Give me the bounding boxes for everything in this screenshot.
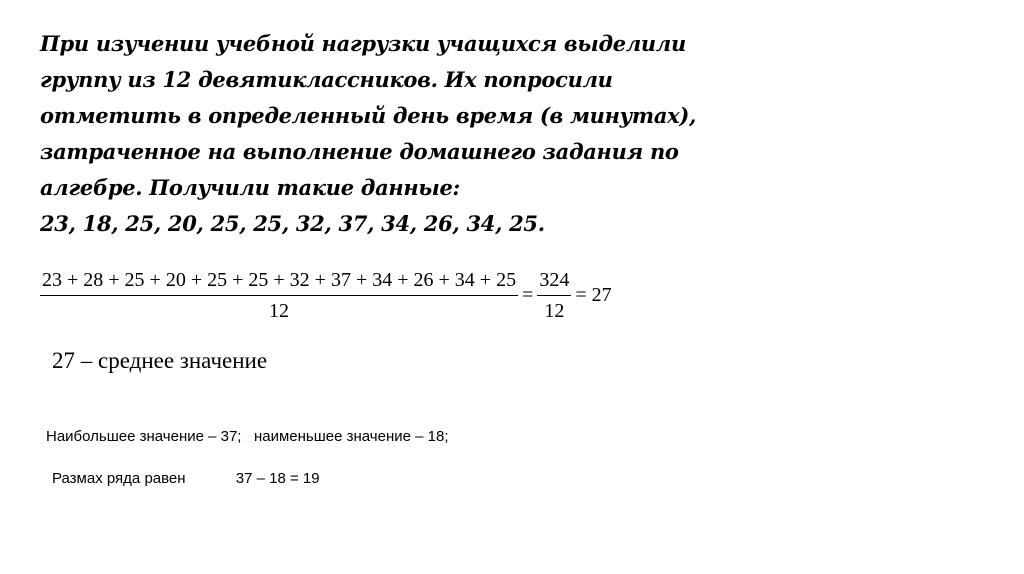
range-calculation: 37 – 18 = 19	[235, 470, 320, 487]
problem-line-3: отметить в определенный день время (в минутах),	[40, 103, 697, 128]
range-label: Размах ряда равен	[52, 470, 186, 487]
mean-formula	[40, 268, 616, 323]
problem-line-4: затраченное на выполнение домашнего задания по	[40, 139, 679, 164]
sum-numerator: 23 + 28 + 25 + 20 + 25 + 25 + 32 + 37 + 34 + 26 + 34 + 25	[40, 268, 518, 296]
equals-sign: =	[522, 284, 534, 306]
total-fraction	[537, 268, 571, 323]
range-text	[52, 470, 320, 487]
total-numerator: 324	[537, 268, 571, 296]
max-min-text: Наибольшее значение – 37; наименьшее значение – 18;	[46, 428, 449, 445]
total-denominator: 12	[544, 300, 565, 322]
problem-statement	[40, 26, 697, 242]
mean-value-text: 27 – среднее значение	[52, 348, 268, 373]
sum-fraction	[40, 268, 518, 323]
problem-line-2: группу из 12 девятиклассников. Их попросили	[40, 67, 613, 92]
problem-data-values: 23, 18, 25, 20, 25, 25, 32, 37, 34, 26, 34, 25.	[40, 211, 545, 236]
sum-denominator: 12	[269, 300, 290, 322]
problem-line-1: При изучении учебной нагрузки учащихся выделили	[40, 31, 686, 56]
formula-result: = 27	[575, 284, 612, 306]
problem-line-5: алгебре. Получили такие данные:	[40, 175, 460, 200]
